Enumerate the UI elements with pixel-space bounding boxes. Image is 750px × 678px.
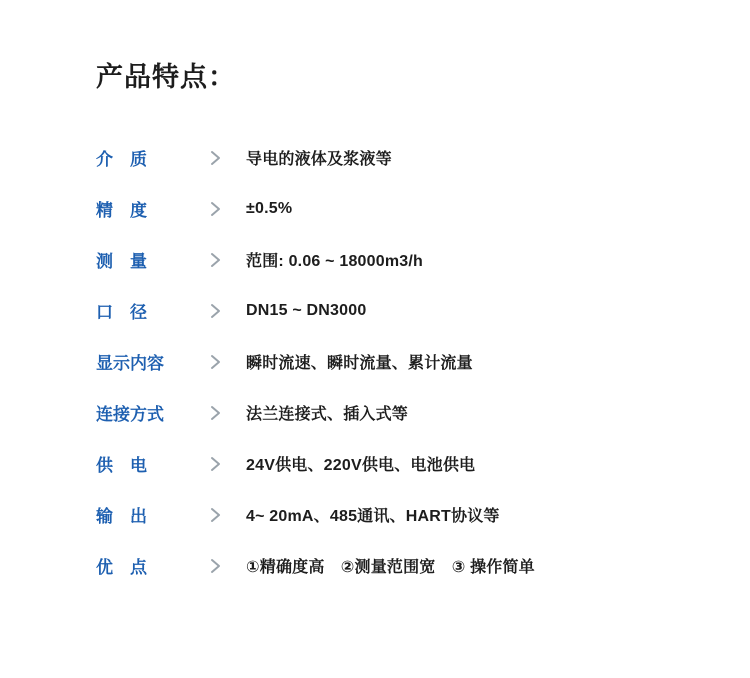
spec-value: 瞬时流速、瞬时流量、累计流量: [246, 355, 473, 372]
spec-value: 4~ 20mA、485通讯、HART协议等: [246, 508, 500, 525]
chevron-right-icon: [208, 354, 246, 370]
spec-label: 精 度: [96, 201, 147, 220]
chevron-right-icon: [208, 201, 246, 217]
spec-value: 24V供电、220V供电、电池供电: [246, 457, 476, 474]
spec-label: 连接方式: [96, 405, 164, 424]
page-title: 产品特点：: [96, 62, 236, 92]
chevron-right-icon: [208, 558, 246, 574]
list-item: [96, 285, 696, 336]
list-item: [96, 234, 696, 285]
spec-label: 供 电: [96, 456, 147, 475]
chevron-right-icon: [208, 456, 246, 472]
spec-label: 显示内容: [96, 354, 164, 373]
spec-label: 口 径: [96, 303, 147, 322]
spec-value: 法兰连接式、插入式等: [246, 406, 409, 423]
spec-label: 优 点: [96, 558, 147, 577]
list-item: [96, 387, 696, 438]
chevron-right-icon: [208, 405, 246, 421]
spec-value: ①精确度高 ②测量范围宽 ③ 操作简单: [246, 559, 535, 576]
list-item: [96, 540, 696, 591]
spec-value: 导电的液体及浆液等: [246, 151, 392, 168]
chevron-right-icon: [208, 303, 246, 319]
spec-label: 介 质: [96, 150, 147, 169]
list-item: [96, 438, 696, 489]
spec-value: 范围: 0.06 ~ 18000m3/h: [246, 253, 423, 270]
chevron-right-icon: [208, 252, 246, 268]
list-item: [96, 183, 696, 234]
spec-list: [96, 132, 696, 591]
spec-value: ±0.5%: [246, 199, 293, 217]
chevron-right-icon: [208, 150, 246, 166]
spec-value: DN15 ~ DN3000: [246, 301, 367, 319]
list-item: [96, 336, 696, 387]
spec-label: 输 出: [96, 507, 147, 526]
spec-label: 测 量: [96, 252, 147, 271]
list-item: [96, 132, 696, 183]
chevron-right-icon: [208, 507, 246, 523]
list-item: [96, 489, 696, 540]
